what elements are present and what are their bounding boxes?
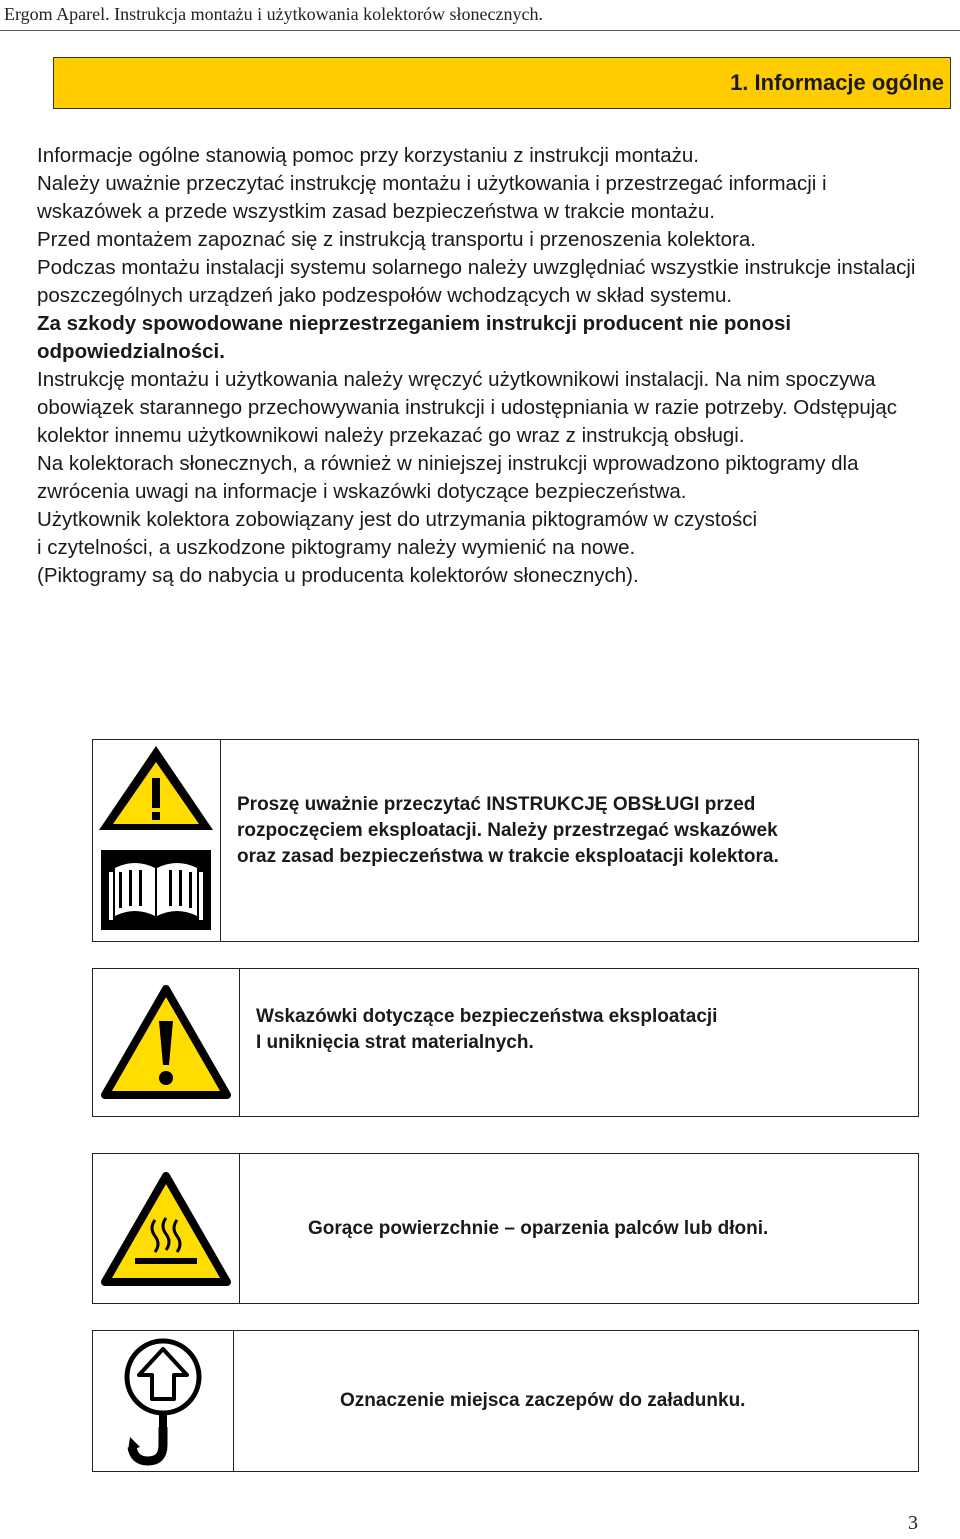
paragraph: Należy uważnie przeczytać instrukcję montażu i użytkowania i przestrzegać informacji i wskazówek a przede wszystkim zasad bezpieczeństwa w trakcie montażu.: [37, 172, 827, 223]
page-number: 3: [908, 1512, 918, 1534]
paragraph: (Piktogramy są do nabycia u producenta kolektorów słonecznych).: [37, 564, 639, 587]
running-header: Ergom Aparel. Instrukcja montażu i użytkowania kolektorów słonecznych.: [4, 4, 544, 24]
notice-icon-cell: [93, 969, 239, 1116]
body-text: [37, 142, 937, 590]
paragraph: i czytelności, a uszkodzone piktogramy należy wymienić na nowe.: [37, 536, 636, 559]
notice-text: [239, 1154, 918, 1303]
notice-line: Gorące powierzchnie – oparzenia palców lub dłoni.: [308, 1217, 769, 1239]
header-divider: [0, 30, 960, 31]
general-warning-icon: [99, 983, 233, 1103]
section-title: 1. Informacje ogólne: [730, 70, 944, 95]
paragraph: Podczas montażu instalacji systemu solarnego należy uwzględniać wszystkie instrukcje instalacji poszczególnych urządzeń jako podzespołów wchodzących w skład systemu.: [37, 256, 916, 307]
notice-line: rozpoczęciem eksploatacji. Należy przestrzegać wskazówek: [237, 820, 778, 841]
open-book-icon: [101, 850, 211, 930]
lifting-hook-icon: [108, 1335, 218, 1467]
notice-text: [233, 1331, 918, 1471]
notice-box-read-manual: [92, 739, 919, 942]
notice-line: I uniknięcia strat materialnych.: [256, 1032, 534, 1053]
paragraph: Przed montażem zapoznać się z instrukcją transportu i przenoszenia kolektora.: [37, 228, 756, 251]
notice-box-lifting: [92, 1330, 919, 1472]
notice-line: oraz zasad bezpieczeństwa w trakcie eksploatacji kolektora.: [237, 846, 779, 867]
warning-triangle-icon: [97, 744, 215, 832]
paragraph: Na kolektorach słonecznych, a również w niniejszej instrukcji wprowadzono piktogramy dla zwrócenia uwagi na informacje i wskazówki dotyczące bezpieczeństwa.: [37, 452, 859, 503]
notice-icon-cell: [93, 740, 220, 941]
paragraph: Użytkownik kolektora zobowiązany jest do utrzymania piktogramów w czystości: [37, 508, 758, 531]
paragraph: Instrukcję montażu i użytkowania należy wręczyć użytkownikowi instalacji. Na nim spoczywa obowiązek starannego przechowywania instrukcji i udostępniania w razie potrzeby. Odstępując kolektor innemu użytkownikowi należy przekazać go wraz z instrukcją obsługi.: [37, 368, 897, 447]
notice-box-safety: [92, 968, 919, 1117]
paragraph: Informacje ogólne stanowią pomoc przy korzystaniu z instrukcji montażu.: [37, 144, 699, 167]
notice-line: Wskazówki dotyczące bezpieczeństwa eksploatacji: [256, 1006, 718, 1027]
notice-box-hot-surface: [92, 1153, 919, 1304]
notice-line: Proszę uważnie przeczytać INSTRUKCJĘ OBSŁUGI przed: [237, 794, 756, 815]
notice-line: Oznaczenie miejsca zaczepów do załadunku.: [340, 1390, 746, 1411]
notice-text: [239, 969, 918, 1116]
notice-text: [220, 740, 918, 941]
notice-icon-cell: [93, 1331, 233, 1471]
liability-note: Za szkody spowodowane nieprzestrzeganiem instrukcji producent nie ponosi odpowiedzialności.: [37, 312, 792, 363]
section-banner: [53, 57, 951, 109]
hot-surface-icon: [99, 1170, 233, 1290]
notice-icon-cell: [93, 1154, 239, 1303]
